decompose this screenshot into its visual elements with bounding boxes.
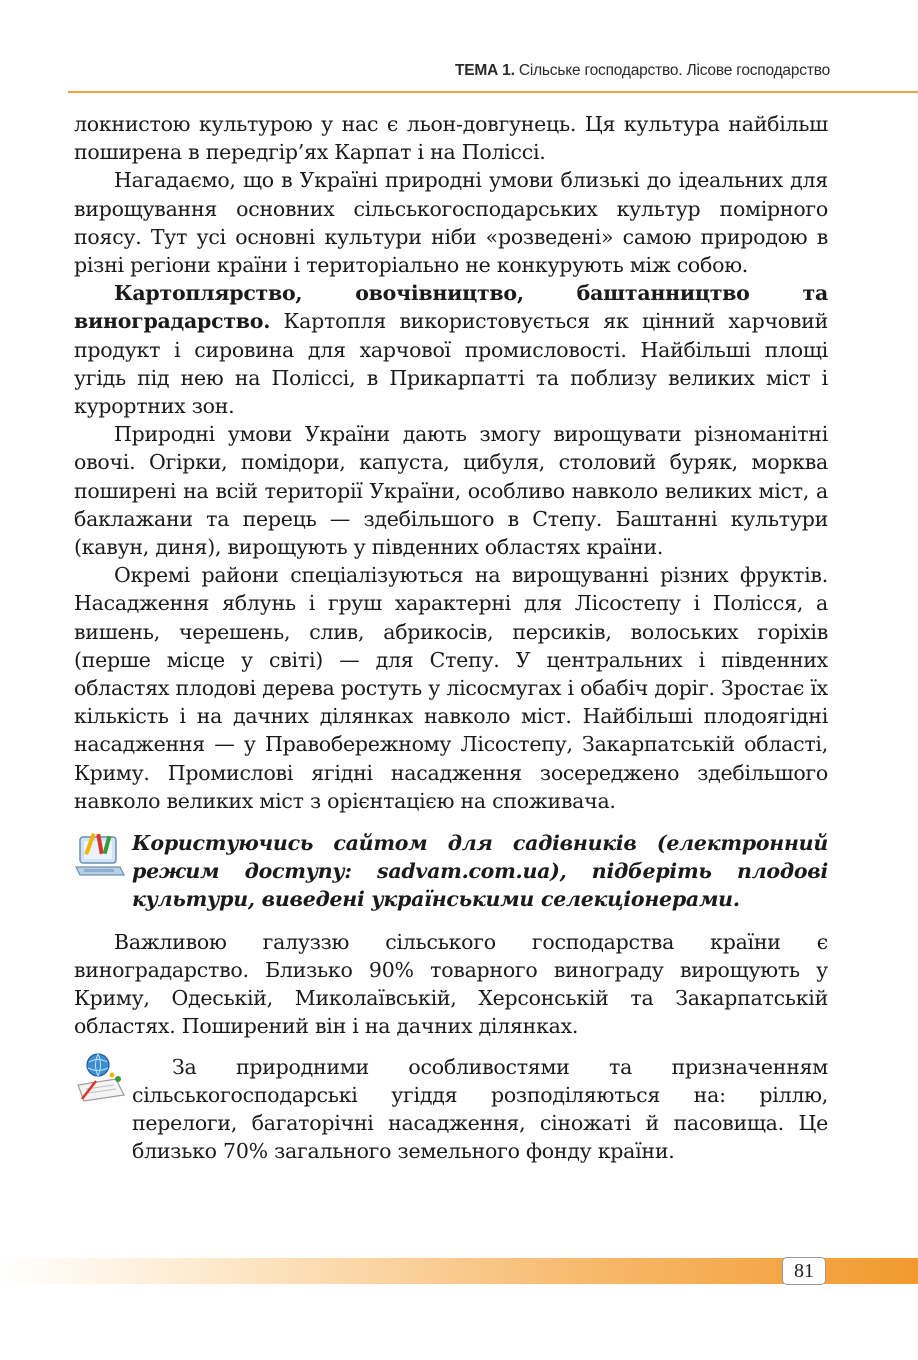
topic-title: Сільське господарство. Лісове господарство xyxy=(518,62,830,79)
footer-bar xyxy=(0,1258,918,1284)
paragraph-4: Природні умови України дають змогу вирощувати різноманітні овочі. Огірки, помідори, капуста, цибуля, столовий буряк, морква поширені на всій території України, особливо навколо великих міст, а баклажани та перець — здебільшого в Степу. Баштанні культури (кавун, диня), вирощують у південних областях країни. xyxy=(74,422,828,560)
task-text: Користуючись сайтом для садівників (електронний режим доступу: sadvam.com.ua), підберіть плодові культури, виведені українськими селекціонерами. xyxy=(132,831,828,912)
note-globe-icon xyxy=(74,1049,130,1107)
task-computer-icon xyxy=(74,831,126,881)
header-divider xyxy=(68,91,918,93)
paragraph-2: Нагадаємо, що в Україні природні умови близькі до ідеальних для вирощування основних сільськогосподарських культур помірного поясу. Тут усі основні культури ніби «розведені» самою природою в різні регіони країни і територіально не конкурують між собою. xyxy=(74,168,828,278)
paragraph-6: Важливою галуззю сільського господарства країни є виноградарство. Близько 90% товарного винограду вирощують у Криму, Одеській, Миколаївській, Херсонській та Закарпатській областях. Поширений він і на дачних ділянках. xyxy=(74,929,828,1039)
paragraph-3 xyxy=(74,279,828,420)
section-heading: Картоплярство, овочівництво, баштанництво та виноградарство. xyxy=(74,281,828,334)
paragraph-1: локнистою культурою у нас є льон-довгунець. Ця культура найбільш поширена в передгір’ях Карпат і на Поліссі. xyxy=(74,112,828,165)
paragraph-3-text: Картопля використовується як цінний харчовий продукт і сировина для харчової промисловості. Найбільші площі угідь під нею на Поліссі, в Прикарпатті та поблизу великих міст і курортних зон. xyxy=(74,309,828,419)
task-block xyxy=(74,829,828,914)
note-text: За природними особливостями та призначенням сільськогосподарські угіддя розподіляються на: ріллю, перелоги, багаторічні насадження, сіножаті й пасовища. Це близько 70% загального земельного фонду країни. xyxy=(132,1054,828,1164)
note-block xyxy=(74,1053,828,1166)
page-body xyxy=(74,110,828,1165)
page-number: 81 xyxy=(782,1257,826,1285)
running-header xyxy=(0,62,830,90)
paragraph-5: Окремі райони спеціалізуються на вирощуванні різних фруктів. Насадження яблунь і груш характерні для Лісостепу і Полісся, а вишень, черешень, слив, абрикосів, персиків, волоських горіхів (перше місце у світі) — для Степу. У центральних і південних областях плодові дерева ростуть у лісосмугах і обабіч доріг. Зростає їх кількість і на дачних ділянках навколо міст. Найбільші плодоягідні насадження — у Правобережному Лісостепу, Закарпатській області, Криму. Промислові ягідні насадження зосереджено здебільшого навколо великих міст з орієнтацією на споживача. xyxy=(74,563,828,813)
topic-label: ТЕМА 1. xyxy=(454,62,515,79)
